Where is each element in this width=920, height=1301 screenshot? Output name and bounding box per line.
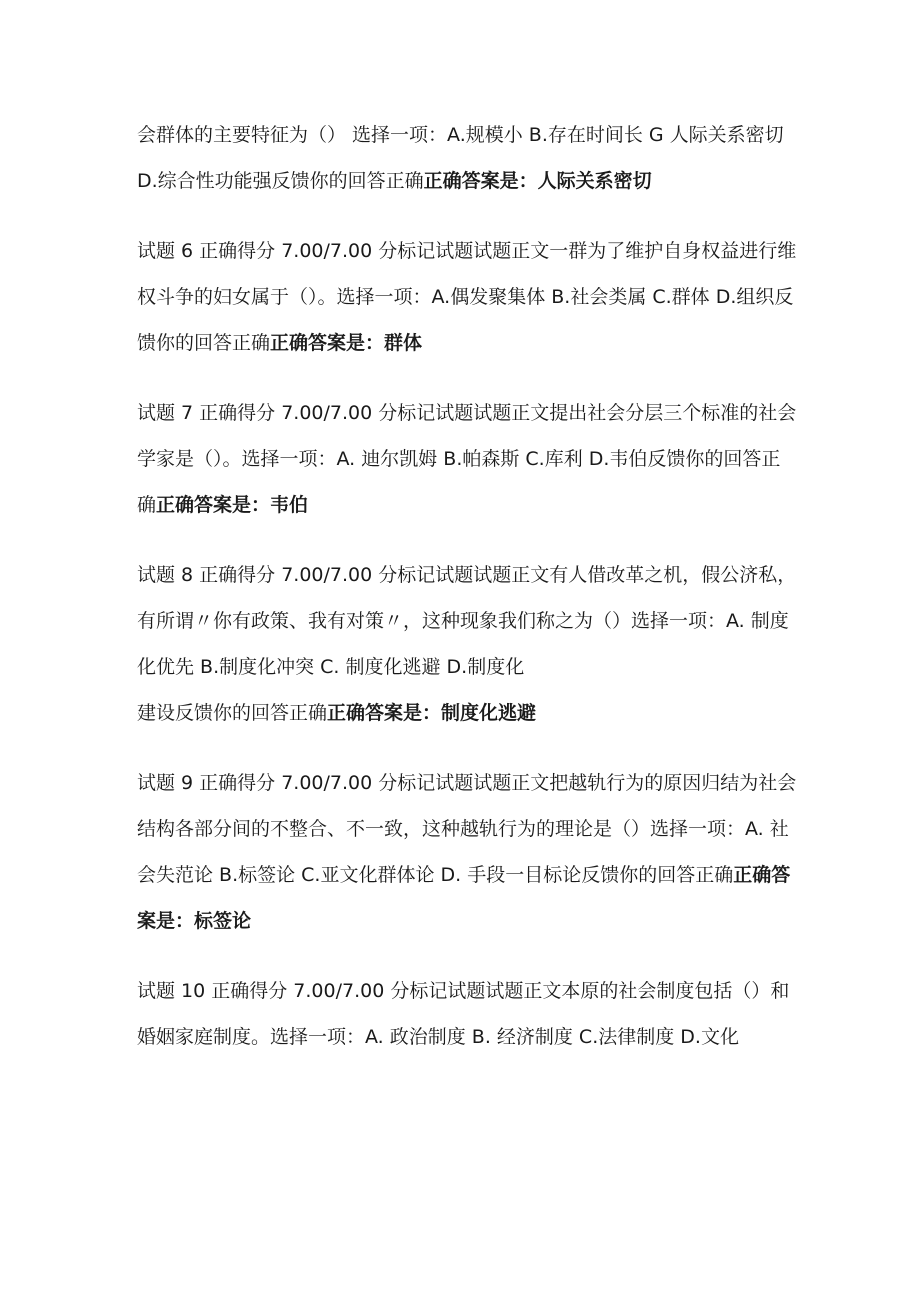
question-text-continued: 建设反馈你的回答正确 xyxy=(137,702,328,724)
question-text: 试题 6 正确得分 7.00/7.00 分标记试题试题正文一群为了维护自身权益进行维权斗争的妇女属于（）。选择一项：A.偶发聚集体 B.社会类属 C.群体 D.组织反馈你的回答正确 xyxy=(137,240,797,354)
question-text: 试题 9 正确得分 7.00/7.00 分标记试题试题正文把越轨行为的原因归结为社会结构各部分间的不整合、不一致，这种越轨行为的理论是（）选择一项：A. 社会失范论 B.标签论 C.亚文化群体论 D. 手段一目标论反馈你的回答正确 xyxy=(137,772,797,886)
correct-answer: 正确答案是：群体 xyxy=(270,332,423,354)
correct-answer: 正确答案是：韦伯 xyxy=(156,494,309,516)
document-body xyxy=(137,112,797,1084)
question-item xyxy=(137,760,797,944)
question-text: 试题 8 正确得分 7.00/7.00 分标记试题试题正文有人借改革之机，假公济私，有所谓〃你有政策、我有对策〃，这种现象我们称之为（）选择一项：A. 制度化优先 B.制度化冲突 C. 制度化逃避 D.制度化 xyxy=(137,564,797,678)
correct-answer: 正确答案是：制度化逃避 xyxy=(327,702,537,724)
question-item xyxy=(137,228,797,366)
question-text: 试题 7 正确得分 7.00/7.00 分标记试题试题正文提出社会分层三个标准的社会学家是（）。选择一项：A. 迪尔凯姆 B.帕森斯 C.库利 D.韦伯反馈你的回答正确 xyxy=(137,402,797,516)
question-item xyxy=(137,552,797,736)
question-item xyxy=(137,390,797,528)
correct-answer: 正确答案是：人际关系密切 xyxy=(423,170,652,192)
question-item xyxy=(137,112,797,204)
correct-answer: 正确答案是：标签论 xyxy=(137,864,791,932)
question-item xyxy=(137,968,797,1060)
question-text: 试题 10 正确得分 7.00/7.00 分标记试题试题正文本原的社会制度包括（）和婚姻家庭制度。选择一项：A. 政治制度 B. 经济制度 C.法律制度 D.文化 xyxy=(137,980,790,1048)
question-text: 会群体的主要特征为（） 选择一项：A.规模小 B.存在时间长 G 人际关系密切 D.综合性功能强反馈你的回答正确 xyxy=(137,124,784,192)
